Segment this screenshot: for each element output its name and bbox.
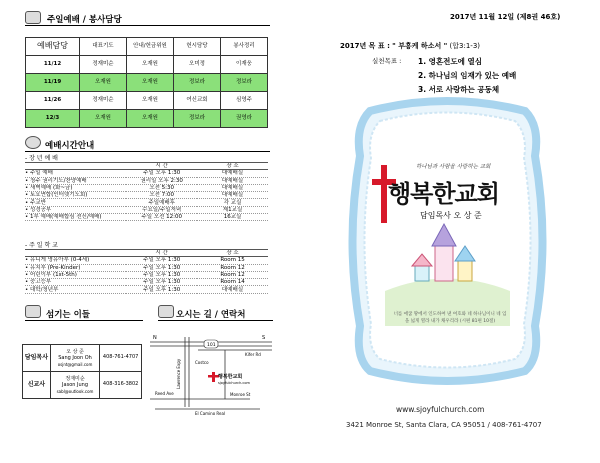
staff-row bbox=[23, 345, 142, 372]
schedule-place-cell: 대예배실 bbox=[197, 170, 268, 177]
schedule-row bbox=[25, 257, 268, 264]
hands-icon bbox=[25, 305, 41, 318]
sunday-school-label: - 주 일 학 교 bbox=[25, 242, 58, 249]
schedule-header-cell: 시 간 bbox=[126, 250, 197, 257]
map-church-sub: sjoyfulchurch.com bbox=[218, 381, 250, 385]
staff-role-cell: 신교사 bbox=[23, 372, 51, 399]
duty-cell: 오재원 bbox=[127, 56, 174, 74]
location-map bbox=[150, 327, 272, 422]
cover-verse: 너를 애굽 땅에서 인도하여 낸 여호와 네 하나님이니 네 입을 넓게 열라 내가 채우리라 (시편 81편 10절) bbox=[393, 312, 507, 324]
duty-row bbox=[26, 56, 268, 74]
schedule-time-cell: 오전 5:30 bbox=[126, 184, 197, 191]
duty-header-cell: 봉사정리 bbox=[221, 38, 268, 56]
adult-schedule-table bbox=[25, 162, 268, 221]
staff-role-cell: 담임목사 bbox=[23, 345, 51, 372]
schedule-name-cell: • 중고등부 bbox=[25, 279, 126, 286]
duty-section-header bbox=[5, 10, 270, 26]
schedule-row bbox=[25, 286, 268, 293]
map-south-label: S bbox=[262, 335, 266, 341]
adult-worship-label: - 장 년 예 배 bbox=[25, 155, 58, 162]
staff-name-cell bbox=[50, 372, 99, 399]
directions-title: 오시는 길 / 연락처 bbox=[176, 310, 246, 320]
schedule-row bbox=[25, 264, 268, 271]
schedule-place-cell: Room 14 bbox=[197, 279, 268, 286]
schedule-header-row bbox=[25, 163, 268, 170]
schedule-header-cell bbox=[25, 163, 126, 170]
schedule-header-cell: 장 소 bbox=[197, 250, 268, 257]
duty-header-cell: 헌시담당 bbox=[174, 38, 221, 56]
duty-header-cell: 안내/헌금위원 bbox=[127, 38, 174, 56]
schedule-place-cell: Room 12 bbox=[197, 271, 268, 278]
schedule-time-cell: 주일 오전 12:00 bbox=[126, 214, 197, 221]
map-elcamino-label: El Camino Real bbox=[195, 411, 226, 416]
duty-cell: 정재미순 bbox=[80, 56, 127, 74]
duty-cell: 정보라 bbox=[221, 74, 268, 92]
staff-section-header bbox=[5, 305, 145, 321]
duty-cell: 오재원 bbox=[80, 110, 127, 128]
staff-email[interactable]: sabl@outlook.com bbox=[56, 388, 94, 394]
church-name: 행복한교회 bbox=[388, 180, 499, 208]
people-icon bbox=[25, 11, 41, 24]
address: 3421 Monroe St, Santa Clara, CA 95051 / 408-761-4707 bbox=[346, 421, 542, 429]
duty-row bbox=[26, 110, 268, 128]
duty-cell: 여신교회 bbox=[174, 92, 221, 110]
schedule-place-cell: 대예배실 bbox=[197, 286, 268, 293]
clock-icon bbox=[25, 136, 41, 149]
duty-header-cell: 대표기도 bbox=[80, 38, 127, 56]
schedule-row bbox=[25, 271, 268, 278]
goal-item: 1. 영혼전도에 열심 bbox=[418, 57, 483, 66]
map-lawrence-label: Lawrence Expy bbox=[176, 358, 181, 389]
schedule-name-cell: • 성경공부 bbox=[25, 206, 126, 213]
schedule-name-cell: • 유니게 영유아부 (0-4세) bbox=[25, 257, 126, 264]
bulletin-date-line bbox=[450, 12, 560, 22]
schedule-time-cell: 오전 7:00 bbox=[126, 192, 197, 199]
map-north-label: N bbox=[153, 335, 157, 341]
schedule-time-cell: 주일 오후 1:30 bbox=[126, 170, 197, 177]
map-hwy-label: 101 bbox=[207, 343, 216, 348]
schedule-header-cell: 장 소 bbox=[197, 163, 268, 170]
duty-cell: 오재원 bbox=[127, 92, 174, 110]
duty-title: 주일예배 / 봉사담당 bbox=[47, 15, 122, 25]
staff-table bbox=[22, 344, 142, 399]
schedule-place-cell: 각 교실 bbox=[197, 199, 268, 206]
directions-section-header bbox=[148, 305, 273, 321]
staff-row bbox=[23, 372, 142, 399]
schedule-name-cell: • 1부 예배(예배합심 전신/예배) bbox=[25, 214, 126, 221]
cover-frame bbox=[340, 96, 555, 386]
schedule-time-cell: 권리일 오후 2:30 bbox=[126, 177, 197, 184]
duty-cell: 이재웅 bbox=[221, 56, 268, 74]
schedule-row bbox=[25, 192, 268, 199]
schedule-header-cell: 시 간 bbox=[126, 163, 197, 170]
schedule-name-cell: • 대학/청년부 bbox=[25, 286, 126, 293]
staff-title: 섬기는 이들 bbox=[46, 310, 91, 320]
schedule-name-cell: • 어린이부 (1st-5th) bbox=[25, 271, 126, 278]
staff-email[interactable]: osjnt@gmail.com bbox=[57, 361, 93, 367]
duty-cell: 오재원 bbox=[127, 110, 174, 128]
duty-header-cell: 예배담당 bbox=[26, 38, 80, 56]
schedule-row bbox=[25, 279, 268, 286]
schedule-row bbox=[25, 184, 268, 191]
staff-name-cell bbox=[50, 345, 99, 372]
schedule-time-cell: 수요일/주일저녁 bbox=[126, 206, 197, 213]
schedule-place-cell: 16교실 bbox=[197, 214, 268, 221]
schedule-time-cell: 주일 오후 1:30 bbox=[126, 264, 197, 271]
duty-cell: 권영라 bbox=[221, 110, 268, 128]
schedule-time-cell: 주일예배후 bbox=[126, 199, 197, 206]
church-slogan: 하나님과 사람을 사랑하는 교회 bbox=[416, 164, 491, 170]
duty-cell: 오재원 bbox=[80, 74, 127, 92]
duty-date-cell: 11/19 bbox=[26, 74, 80, 92]
schedule-row bbox=[25, 199, 268, 206]
duty-date-cell: 11/12 bbox=[26, 56, 80, 74]
schedule-name-cell: • 주교반 bbox=[25, 199, 126, 206]
goal-item: 2. 하나님의 임재가 있는 예배 bbox=[418, 71, 517, 80]
duty-row bbox=[26, 92, 268, 110]
schedule-name-cell: • 청주 권리기도/찬양예배 bbox=[25, 177, 126, 184]
bulletin-date: 2017년 11월 12일 bbox=[450, 13, 515, 21]
duty-table bbox=[25, 37, 268, 128]
schedule-place-cell: 대예배실 bbox=[197, 184, 268, 191]
staff-name-en: Sang Joon Oh bbox=[58, 355, 92, 362]
schedule-place-cell: Room 15 bbox=[197, 257, 268, 264]
schedule-row bbox=[25, 206, 268, 213]
duty-cell: 정보라 bbox=[174, 74, 221, 92]
duty-cell: 정보라 bbox=[174, 110, 221, 128]
schedule-row bbox=[25, 170, 268, 177]
practice-label: 실천목표 : bbox=[372, 57, 402, 65]
school-schedule-table bbox=[25, 249, 268, 294]
schedule-name-cell: • 주일 예배 bbox=[25, 170, 126, 177]
staff-name-ko: 오 상 준 bbox=[66, 348, 84, 355]
staff-phone-cell: 408-316-3802 bbox=[100, 372, 142, 399]
duty-header-row bbox=[26, 38, 268, 56]
schedule-name-cell: • 토요연합(인터넷기도회) bbox=[25, 192, 126, 199]
schedule-row bbox=[25, 214, 268, 221]
schedule-place-cell: 대예배실 bbox=[197, 192, 268, 199]
schedule-time-cell: 주일 오후 1:30 bbox=[126, 286, 197, 293]
schedule-section-header bbox=[5, 136, 270, 152]
staff-name-en: Jason Jung bbox=[62, 382, 88, 389]
theme-label: 2017년 목 표 : bbox=[340, 42, 390, 50]
staff-phone-cell: 408-761-4707 bbox=[100, 345, 142, 372]
duty-cell: 오재원 bbox=[127, 74, 174, 92]
schedule-place-cell: 대예배실 bbox=[197, 177, 268, 184]
schedule-title: 예배시간안내 bbox=[45, 141, 95, 151]
duty-date-cell: 11/26 bbox=[26, 92, 80, 110]
map-kifer-label: Kifer Rd bbox=[245, 352, 261, 357]
schedule-time-cell: 주일 오후 1:30 bbox=[126, 257, 197, 264]
schedule-row bbox=[25, 177, 268, 184]
bulletin-issue: (제8권 46호) bbox=[516, 13, 561, 21]
map-monroe-label: Monroe St bbox=[230, 392, 251, 397]
schedule-place-cell: 제1교실 bbox=[197, 206, 268, 213]
duty-row bbox=[26, 74, 268, 92]
schedule-place-cell: Room 12 bbox=[197, 264, 268, 271]
map-icon bbox=[158, 305, 174, 318]
duty-cell: 오미정 bbox=[174, 56, 221, 74]
map-church-label: 행복한교회 bbox=[218, 374, 243, 380]
goal-item: 3. 서로 사랑하는 공동체 bbox=[418, 85, 500, 94]
theme-line bbox=[340, 41, 480, 51]
schedule-header-cell bbox=[25, 250, 126, 257]
goals-list bbox=[418, 55, 516, 97]
schedule-name-cell: • 새벽예배 (화~금) bbox=[25, 184, 126, 191]
theme-ref: (합3:1-3) bbox=[449, 42, 481, 50]
duty-date-cell: 12/3 bbox=[26, 110, 80, 128]
schedule-header-row bbox=[25, 250, 268, 257]
map-costco-label: Costco bbox=[195, 360, 209, 365]
schedule-name-cell: • 유치부 (Pre-Kinder) bbox=[25, 264, 126, 271]
staff-name-ko: 정재미순 bbox=[65, 375, 85, 382]
pastor-name: 담임목사 오 상 준 bbox=[420, 211, 482, 220]
schedule-time-cell: 주일 오후 1:30 bbox=[126, 279, 197, 286]
duty-cell: 심영주 bbox=[221, 92, 268, 110]
theme-quote: " 부흥케 하소서 " bbox=[392, 42, 448, 50]
schedule-time-cell: 주일 오후 1:30 bbox=[126, 271, 197, 278]
website[interactable]: www.sjoyfulchurch.com bbox=[396, 405, 485, 414]
map-reed-label: Reed Ave bbox=[155, 391, 174, 396]
duty-cell: 정재미순 bbox=[80, 92, 127, 110]
